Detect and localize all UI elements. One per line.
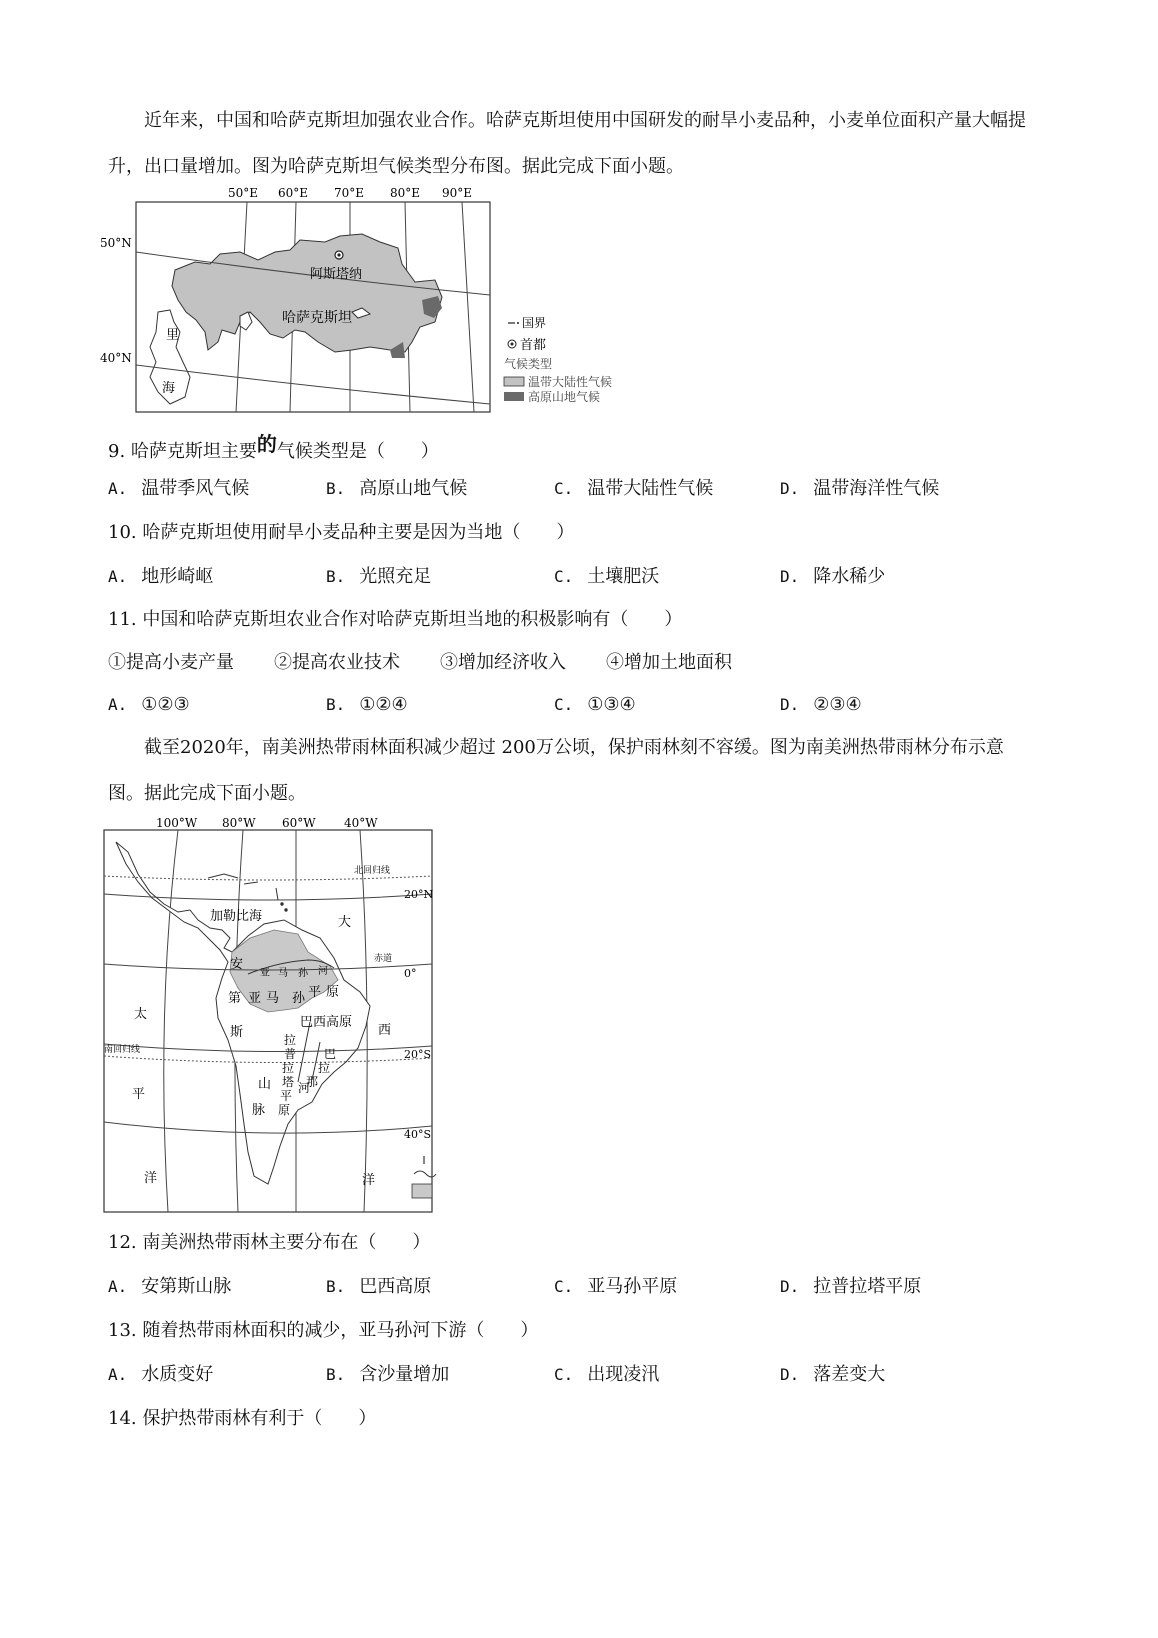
- option-a[interactable]: A. 安第斯山脉: [108, 1276, 232, 1297]
- legend-climate-1: 温带大陆性气候: [528, 375, 613, 389]
- option-d[interactable]: D. 拉普拉塔平原: [780, 1276, 922, 1297]
- amazon-river-char: 河: [318, 966, 328, 977]
- option-a[interactable]: A. ①②③: [108, 694, 190, 715]
- parana-char: 那: [306, 1075, 319, 1089]
- laplata-char: 塔: [282, 1075, 295, 1089]
- option-b[interactable]: B. 巴西高原: [326, 1276, 432, 1297]
- question-10-options: [108, 562, 1108, 586]
- lon-label: 90°E: [442, 186, 473, 200]
- option-d[interactable]: D. 落差变大: [780, 1364, 886, 1385]
- legend-title: 气候类型: [504, 357, 553, 371]
- q9-stem-part2: 气候类型是（ ）: [276, 441, 439, 462]
- option-b[interactable]: B. ①②④: [326, 694, 408, 715]
- legend-border: 国界: [522, 316, 547, 330]
- q11-item: ②提高农业技术: [274, 652, 400, 673]
- tropic-capricorn-label: 南回归线: [104, 1045, 141, 1055]
- legend-capital: 首都: [520, 338, 547, 353]
- lon-label: 70°E: [334, 186, 365, 200]
- parana-char: 拉: [318, 1061, 331, 1075]
- passage-2: 截至2020年，南美洲热带雨林面积减少超过 200万公顷，保护雨林刻不容缓。图为南美洲热带雨林分布示意图。据此完成下面小题。: [108, 737, 1004, 804]
- question-14-stem: 14. 保护热带雨林有利于（ ）: [108, 1408, 377, 1429]
- option-b[interactable]: B. 高原山地气候: [326, 478, 468, 499]
- option-b[interactable]: B. 光照充足: [326, 566, 432, 587]
- andes-char: 山: [258, 1077, 272, 1092]
- question-12-options: [108, 1272, 1108, 1296]
- amazon-plain-char: 马: [266, 991, 280, 1006]
- andes-char: 脉: [252, 1103, 266, 1118]
- question-12-stem: 12. 南美洲热带雨林主要分布在（ ）: [108, 1232, 431, 1253]
- lat-label: 40°S: [404, 1128, 432, 1141]
- option-c[interactable]: C. 出现凌汛: [554, 1364, 660, 1385]
- tropic-cancer-label: 北回归线: [354, 866, 391, 876]
- question-9-stem: [108, 434, 439, 463]
- amazon-plain-char: 平: [308, 985, 322, 1000]
- amazon-plain-char: 原: [326, 985, 340, 1000]
- andes-char: 斯: [230, 1025, 244, 1040]
- option-c[interactable]: C. 亚马孙平原: [554, 1276, 678, 1297]
- lat-label: 50°N: [100, 236, 132, 250]
- option-c[interactable]: C. 温带大陆性气候: [554, 478, 714, 499]
- q9-stem-part1: 9. 哈萨克斯坦主要: [108, 441, 257, 462]
- q9-stem-bold: 的: [256, 432, 277, 456]
- q11-item: ④增加土地面积: [606, 652, 732, 673]
- option-a[interactable]: A. 温带季风气候: [108, 478, 250, 499]
- atlantic-char: 西: [378, 1023, 392, 1038]
- option-a[interactable]: A. 地形崎岖: [108, 566, 214, 587]
- lon-label: 50°E: [228, 186, 259, 200]
- option-b[interactable]: B. 含沙量增加: [326, 1364, 450, 1385]
- amazon-plain-char: 亚: [248, 991, 262, 1006]
- q11-item: ①提高小麦产量: [108, 652, 234, 673]
- andes-char: 安: [230, 957, 244, 972]
- lat-label: 40°N: [100, 351, 132, 365]
- atlantic-char: 洋: [362, 1173, 376, 1188]
- caribbean-label: 加勒比海: [210, 909, 263, 924]
- option-d[interactable]: D. ②③④: [780, 694, 862, 715]
- question-11-items: [108, 648, 1108, 672]
- pacific-char: 平: [132, 1087, 146, 1102]
- amazon-river-char: 马: [278, 968, 288, 979]
- laplata-char: 拉: [282, 1061, 295, 1075]
- laplata-char: 普: [284, 1047, 297, 1061]
- lon-label: 60°E: [278, 186, 309, 200]
- option-c[interactable]: C. 土壤肥沃: [554, 566, 660, 587]
- question-13-stem: 13. 随着热带雨林面积的减少，亚马孙河下游（ ）: [108, 1320, 539, 1341]
- lon-label: 80°W: [222, 816, 256, 830]
- parana-char: 巴: [324, 1047, 337, 1061]
- pacific-char: 太: [134, 1007, 148, 1022]
- question-11-options: [108, 694, 1108, 718]
- country-label: 哈萨克斯坦: [282, 310, 352, 326]
- passage-1: 近年来，中国和哈萨克斯坦加强农业合作。哈萨克斯坦使用中国研发的耐旱小麦品种，小麦单位面积产量大幅提升，出口量增加。图为哈萨克斯坦气候类型分布图。据此完成下面小题。: [108, 110, 1026, 177]
- question-13-options: [108, 1360, 1108, 1384]
- question-9-options: [108, 474, 1108, 498]
- option-c[interactable]: C. ①③④: [554, 694, 636, 715]
- option-a[interactable]: A. 水质变好: [108, 1364, 214, 1385]
- equator-label: 赤道: [374, 954, 393, 964]
- lon-label: 40°W: [344, 816, 378, 830]
- question-10-stem: 10. 哈萨克斯坦使用耐旱小麦品种主要是因为当地（ ）: [108, 522, 575, 543]
- parana-char: 河: [298, 1081, 311, 1095]
- sea-char-2: 海: [162, 381, 176, 396]
- lon-label: 100°W: [156, 816, 198, 830]
- map1-legend: [504, 316, 612, 404]
- amazon-river-char: 孙: [298, 968, 308, 979]
- brazil-plateau-label: 巴西高原: [300, 1015, 353, 1030]
- laplata-char: 原: [278, 1103, 291, 1117]
- south-america-rainforest-map: [98, 812, 448, 1214]
- andes-char: 第: [228, 991, 242, 1006]
- laplata-char: 拉: [284, 1033, 297, 1047]
- lat-label: 20°N: [404, 888, 434, 901]
- option-d[interactable]: D. 温带海洋性气候: [780, 478, 940, 499]
- legend-climate-2: 高原山地气候: [528, 390, 601, 404]
- kazakhstan-climate-map: [100, 182, 660, 414]
- atlantic-char: 大: [338, 915, 352, 930]
- lat-label: 0°: [404, 967, 417, 980]
- amazon-river-char: 亚: [260, 968, 270, 979]
- amazon-plain-char: 孙: [292, 991, 306, 1006]
- lon-label: 60°W: [282, 816, 316, 830]
- lon-label: 80°E: [390, 186, 421, 200]
- question-11-stem: 11. 中国和哈萨克斯坦农业合作对哈萨克斯坦当地的积极影响有（ ）: [108, 609, 683, 630]
- pacific-char: 洋: [144, 1171, 158, 1186]
- sea-char-1: 里: [166, 328, 180, 343]
- option-d[interactable]: D. 降水稀少: [780, 566, 886, 587]
- laplata-char: 平: [280, 1089, 293, 1103]
- lat-label: 20°S: [404, 1048, 432, 1061]
- capital-label: 阿斯塔纳: [310, 267, 363, 282]
- q11-item: ③增加经济收入: [440, 652, 566, 673]
